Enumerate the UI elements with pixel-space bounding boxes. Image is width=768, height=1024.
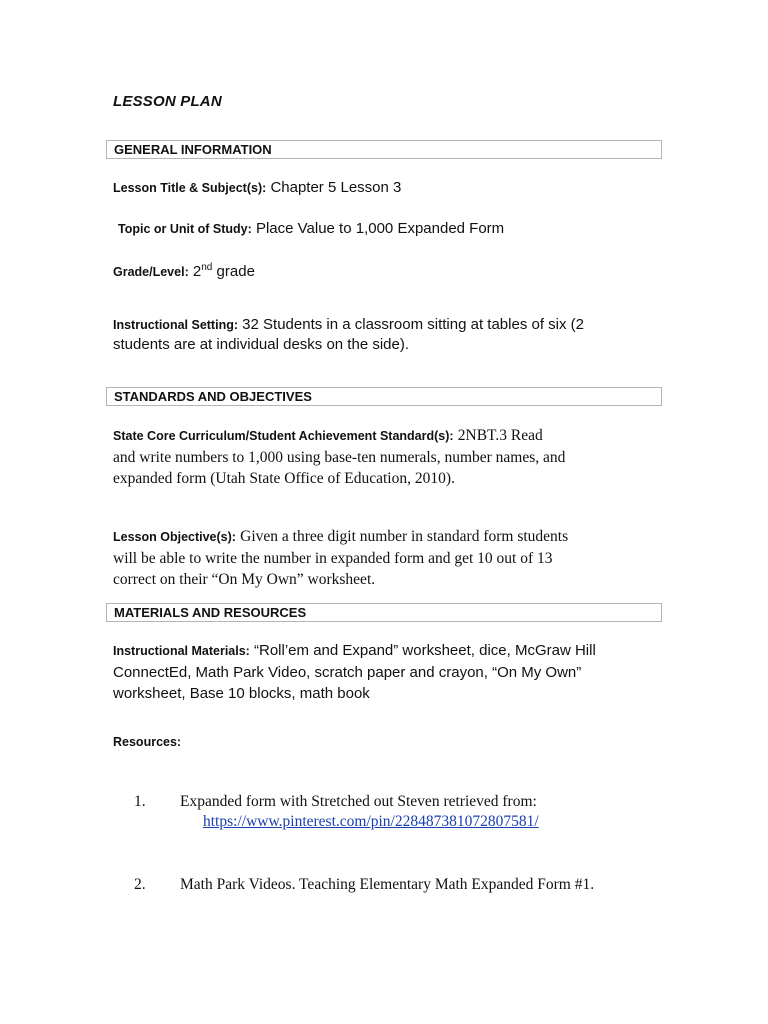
field-label: Instructional Setting:	[113, 318, 238, 332]
resource-text: Math Park Videos. Teaching Elementary Math Expanded Form #1.	[180, 876, 595, 893]
field-value: Place Value to 1,000 Expanded Form	[255, 220, 505, 237]
grade-ordinal-suffix: nd	[201, 262, 213, 273]
resource-number: 1.	[134, 793, 146, 810]
field-value-line: correct on their “On My Own” worksheet.	[113, 571, 376, 588]
grade-word: grade	[216, 263, 255, 280]
lesson-title-field	[113, 178, 401, 198]
field-value-line: students are at individual desks on the side).	[113, 336, 410, 353]
objective-field	[113, 526, 568, 590]
field-value-line: expanded form (Utah State Office of Education, 2010).	[113, 470, 455, 487]
resources-heading	[113, 732, 181, 752]
section-materials-resources	[106, 603, 662, 622]
field-value-line: and write numbers to 1,000 using base-ten numerals, number names, and	[113, 449, 566, 466]
section-standards-objectives	[106, 387, 662, 406]
field-value-line: will be able to write the number in expanded form and get 10 out of 13	[113, 550, 553, 567]
section-heading: MATERIALS AND RESOURCES	[114, 605, 307, 620]
standard-field	[113, 425, 565, 489]
instructional-setting-field	[113, 315, 584, 355]
field-value: Chapter 5 Lesson 3	[270, 179, 402, 196]
resource-text: Expanded form with Stretched out Steven retrieved from:	[180, 793, 537, 810]
field-value-line: worksheet, Base 10 blocks, math book	[113, 685, 370, 702]
field-label: State Core Curriculum/Student Achievement Standard(s):	[113, 429, 454, 443]
field-value-line: ConnectEd, Math Park Video, scratch paper and crayon, “On My Own”	[113, 664, 582, 681]
field-label: Resources:	[113, 735, 182, 749]
field-value-line: 32 Students in a classroom sitting at tables of six (2	[242, 316, 585, 333]
field-value-line: Given a three digit number in standard form students	[240, 528, 569, 545]
resource-link[interactable]: https://www.pinterest.com/pin/228487381072807581/	[203, 813, 539, 830]
section-heading: STANDARDS AND OBJECTIVES	[114, 389, 312, 404]
topic-field	[118, 219, 504, 239]
field-label: Instructional Materials:	[113, 644, 250, 658]
resource-item	[134, 791, 537, 813]
document-title: LESSON PLAN	[113, 93, 222, 110]
field-label: Grade/Level:	[113, 265, 189, 279]
field-label: Lesson Title & Subject(s):	[113, 181, 267, 195]
field-label: Lesson Objective(s):	[113, 530, 236, 544]
section-heading: GENERAL INFORMATION	[114, 142, 272, 157]
resource-number: 2.	[134, 876, 146, 893]
field-value-line: 2NBT.3 Read	[457, 427, 543, 444]
field-value-line: “Roll’em and Expand” worksheet, dice, McGraw Hill	[254, 642, 596, 659]
instructional-materials-field	[113, 640, 596, 704]
resource-item	[134, 874, 594, 896]
grade-field	[113, 258, 255, 282]
section-general-information	[106, 140, 662, 159]
field-label: Topic or Unit of Study:	[118, 222, 252, 236]
grade-number: 2	[192, 263, 202, 280]
